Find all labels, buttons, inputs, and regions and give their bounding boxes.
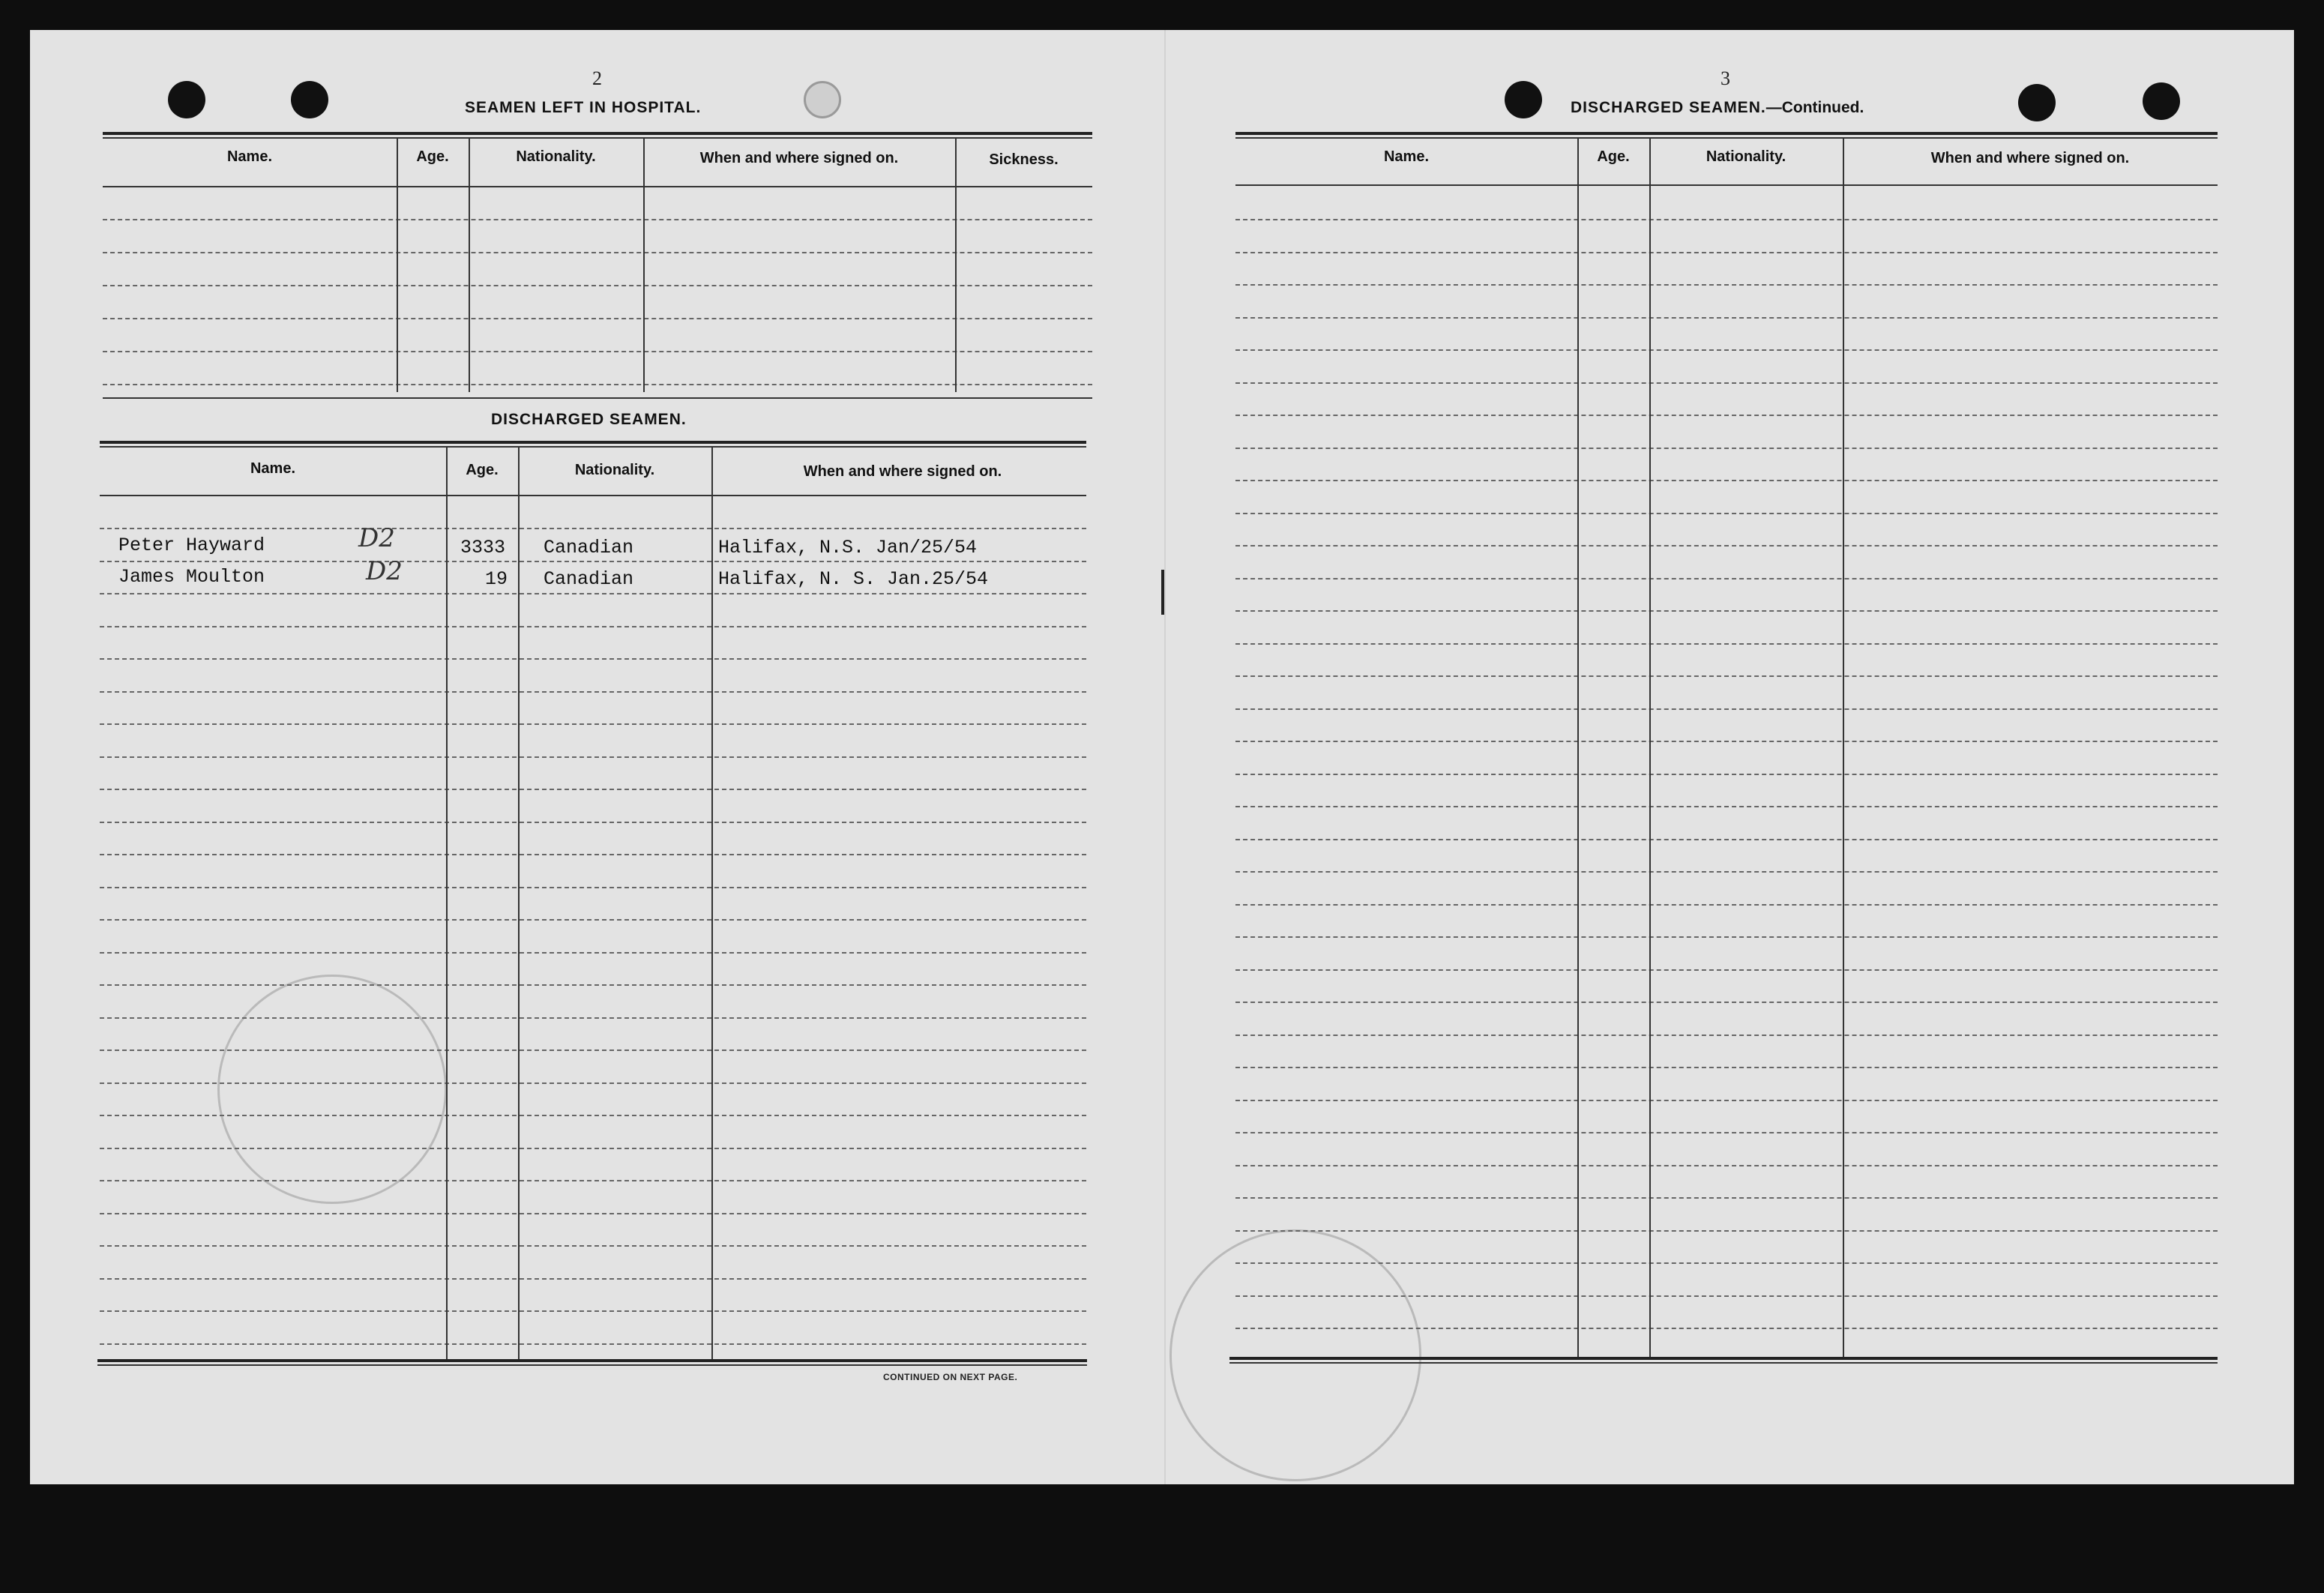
- ruled-line: [100, 1082, 1086, 1084]
- ruled-line: [100, 887, 1086, 888]
- column-divider: [1577, 137, 1579, 1359]
- section-title-text: DISCHARGED SEAMEN.: [1571, 99, 1766, 116]
- punch-hole: [804, 81, 841, 118]
- ruled-line: [1235, 708, 2218, 710]
- top-rule: [1235, 132, 2218, 135]
- ruled-line: [1235, 1035, 2218, 1036]
- ruled-line: [1235, 741, 2218, 742]
- ruled-line: [100, 1017, 1086, 1019]
- header-rule: [103, 186, 1092, 187]
- continued-note: CONTINUED ON NEXT PAGE.: [883, 1372, 1018, 1382]
- ruled-line: [1235, 936, 2218, 938]
- ruled-line: [100, 984, 1086, 986]
- seaman-nationality: Canadian: [544, 537, 634, 558]
- section-rule: [103, 397, 1092, 399]
- ruled-line: [103, 219, 1092, 220]
- header-rule: [1235, 184, 2218, 186]
- bottom-rule: [97, 1359, 1087, 1362]
- seaman-name: Peter Hayward: [118, 534, 265, 556]
- ruled-line: [103, 351, 1092, 352]
- discharged-section-title: DISCHARGED SEAMEN.: [491, 411, 687, 428]
- ruled-line: [100, 561, 1086, 562]
- ruled-line: [1235, 1002, 2218, 1003]
- ruled-line: [1235, 1100, 2218, 1101]
- page-number: 3: [1721, 67, 1730, 89]
- ruled-line: [1235, 643, 2218, 645]
- col-header-nationality: Nationality.: [516, 148, 596, 165]
- bottom-rule: [1229, 1362, 2218, 1364]
- column-divider: [1649, 137, 1651, 1359]
- ruled-line: [1235, 1132, 2218, 1133]
- seaman-nationality: Canadian: [544, 568, 634, 590]
- col-header-name: Name.: [226, 148, 273, 165]
- column-divider: [446, 446, 448, 1362]
- ruled-line: [103, 252, 1092, 253]
- seaman-age: 3333: [460, 537, 506, 558]
- ruled-line: [1235, 545, 2218, 546]
- ruled-line: [1235, 448, 2218, 449]
- ruled-line: [100, 658, 1086, 660]
- ruled-line: [100, 1245, 1086, 1247]
- section-title-suffix: —Continued.: [1765, 99, 1864, 116]
- ruled-line: [100, 1343, 1086, 1345]
- seaman-age: 19: [485, 568, 508, 590]
- col-header-age: Age.: [466, 462, 499, 478]
- ruled-line: [1235, 1197, 2218, 1199]
- ruled-line: [100, 789, 1086, 790]
- ruled-line: [1235, 1262, 2218, 1264]
- faded-stamp: [1169, 1229, 1421, 1481]
- ruled-line: [1235, 871, 2218, 873]
- ruled-line: [1235, 1328, 2218, 1329]
- ruled-line: [103, 384, 1092, 385]
- col-header-signed-on: When and where signed on.: [803, 463, 1002, 480]
- ruled-line: [100, 626, 1086, 627]
- ruled-line: [1235, 1295, 2218, 1297]
- ruled-line: [1235, 969, 2218, 971]
- col-header-name: Name.: [250, 460, 296, 477]
- punch-hole: [168, 81, 205, 118]
- ruled-line: [1235, 382, 2218, 384]
- ruled-line: [100, 1213, 1086, 1214]
- col-header-signed-on: When and where signed on.: [1930, 150, 2130, 166]
- seaman-name: James Moulton: [118, 566, 265, 588]
- ruled-line: [1235, 252, 2218, 253]
- bottom-rule: [1229, 1357, 2218, 1360]
- page-fold: [1164, 30, 1166, 1484]
- ruled-line: [100, 1050, 1086, 1051]
- col-header-nationality: Nationality.: [574, 462, 655, 478]
- bottom-rule: [97, 1364, 1087, 1366]
- punch-hole: [2143, 82, 2180, 120]
- binding-mark: [1161, 570, 1164, 615]
- discharge-mark: D2: [366, 556, 403, 586]
- faded-stamp: [217, 975, 447, 1204]
- ruled-line: [1235, 415, 2218, 416]
- ruled-line: [1235, 284, 2218, 286]
- ruled-line: [1235, 480, 2218, 481]
- ruled-line: [1235, 839, 2218, 840]
- header-rule: [100, 495, 1086, 496]
- ruled-line: [103, 285, 1092, 286]
- seaman-signed-on: Halifax, N.S. Jan/25/54: [718, 537, 978, 558]
- column-divider: [711, 446, 713, 1362]
- ruled-line: [1235, 1230, 2218, 1232]
- top-rule: [103, 132, 1092, 135]
- ruled-line: [1235, 578, 2218, 579]
- punch-hole: [1505, 81, 1542, 118]
- ruled-line: [100, 919, 1086, 921]
- ruled-line: [103, 318, 1092, 319]
- column-divider: [518, 446, 520, 1362]
- ruled-line: [100, 1180, 1086, 1181]
- ruled-line: [100, 691, 1086, 693]
- ruled-line: [100, 723, 1086, 725]
- ruled-line: [100, 528, 1086, 529]
- col-header-age: Age.: [1597, 148, 1630, 165]
- discharge-mark: D2: [358, 523, 395, 553]
- ruled-line: [1235, 675, 2218, 677]
- ruled-line: [100, 822, 1086, 823]
- punch-hole: [2018, 84, 2056, 121]
- top-rule: [103, 137, 1092, 139]
- hospital-section-title: SEAMEN LEFT IN HOSPITAL.: [465, 99, 702, 116]
- ruled-line: [1235, 219, 2218, 220]
- col-header-signed-on: When and where signed on.: [699, 150, 899, 166]
- ruled-line: [100, 1115, 1086, 1116]
- ruled-line: [1235, 610, 2218, 612]
- col-header-name: Name.: [1383, 148, 1430, 165]
- ruled-line: [1235, 774, 2218, 775]
- right-section-title: [1571, 99, 1864, 117]
- ruled-line: [100, 952, 1086, 954]
- column-divider: [643, 137, 645, 392]
- col-header-age: Age.: [416, 148, 449, 165]
- top-rule: [1235, 137, 2218, 139]
- col-header-sickness: Sickness.: [989, 151, 1059, 168]
- column-divider: [397, 137, 398, 392]
- ruled-line: [1235, 806, 2218, 807]
- column-divider: [469, 137, 470, 392]
- ruled-line: [1235, 904, 2218, 906]
- page-number: 2: [592, 67, 602, 89]
- section-rule: [100, 441, 1086, 444]
- ruled-line: [100, 1148, 1086, 1149]
- column-divider: [1843, 137, 1844, 1359]
- ruled-line: [100, 593, 1086, 594]
- section-rule: [100, 446, 1086, 448]
- punch-hole: [291, 81, 328, 118]
- ruled-line: [1235, 513, 2218, 514]
- ruled-line: [100, 854, 1086, 855]
- seaman-signed-on: Halifax, N. S. Jan.25/54: [718, 568, 989, 590]
- ruled-line: [1235, 349, 2218, 351]
- ruled-line: [100, 756, 1086, 758]
- ruled-line: [1235, 317, 2218, 319]
- col-header-nationality: Nationality.: [1706, 148, 1786, 165]
- ruled-line: [100, 1310, 1086, 1312]
- ruled-line: [1235, 1067, 2218, 1068]
- ruled-line: [1235, 1165, 2218, 1166]
- column-divider: [955, 137, 957, 392]
- ruled-line: [100, 1278, 1086, 1280]
